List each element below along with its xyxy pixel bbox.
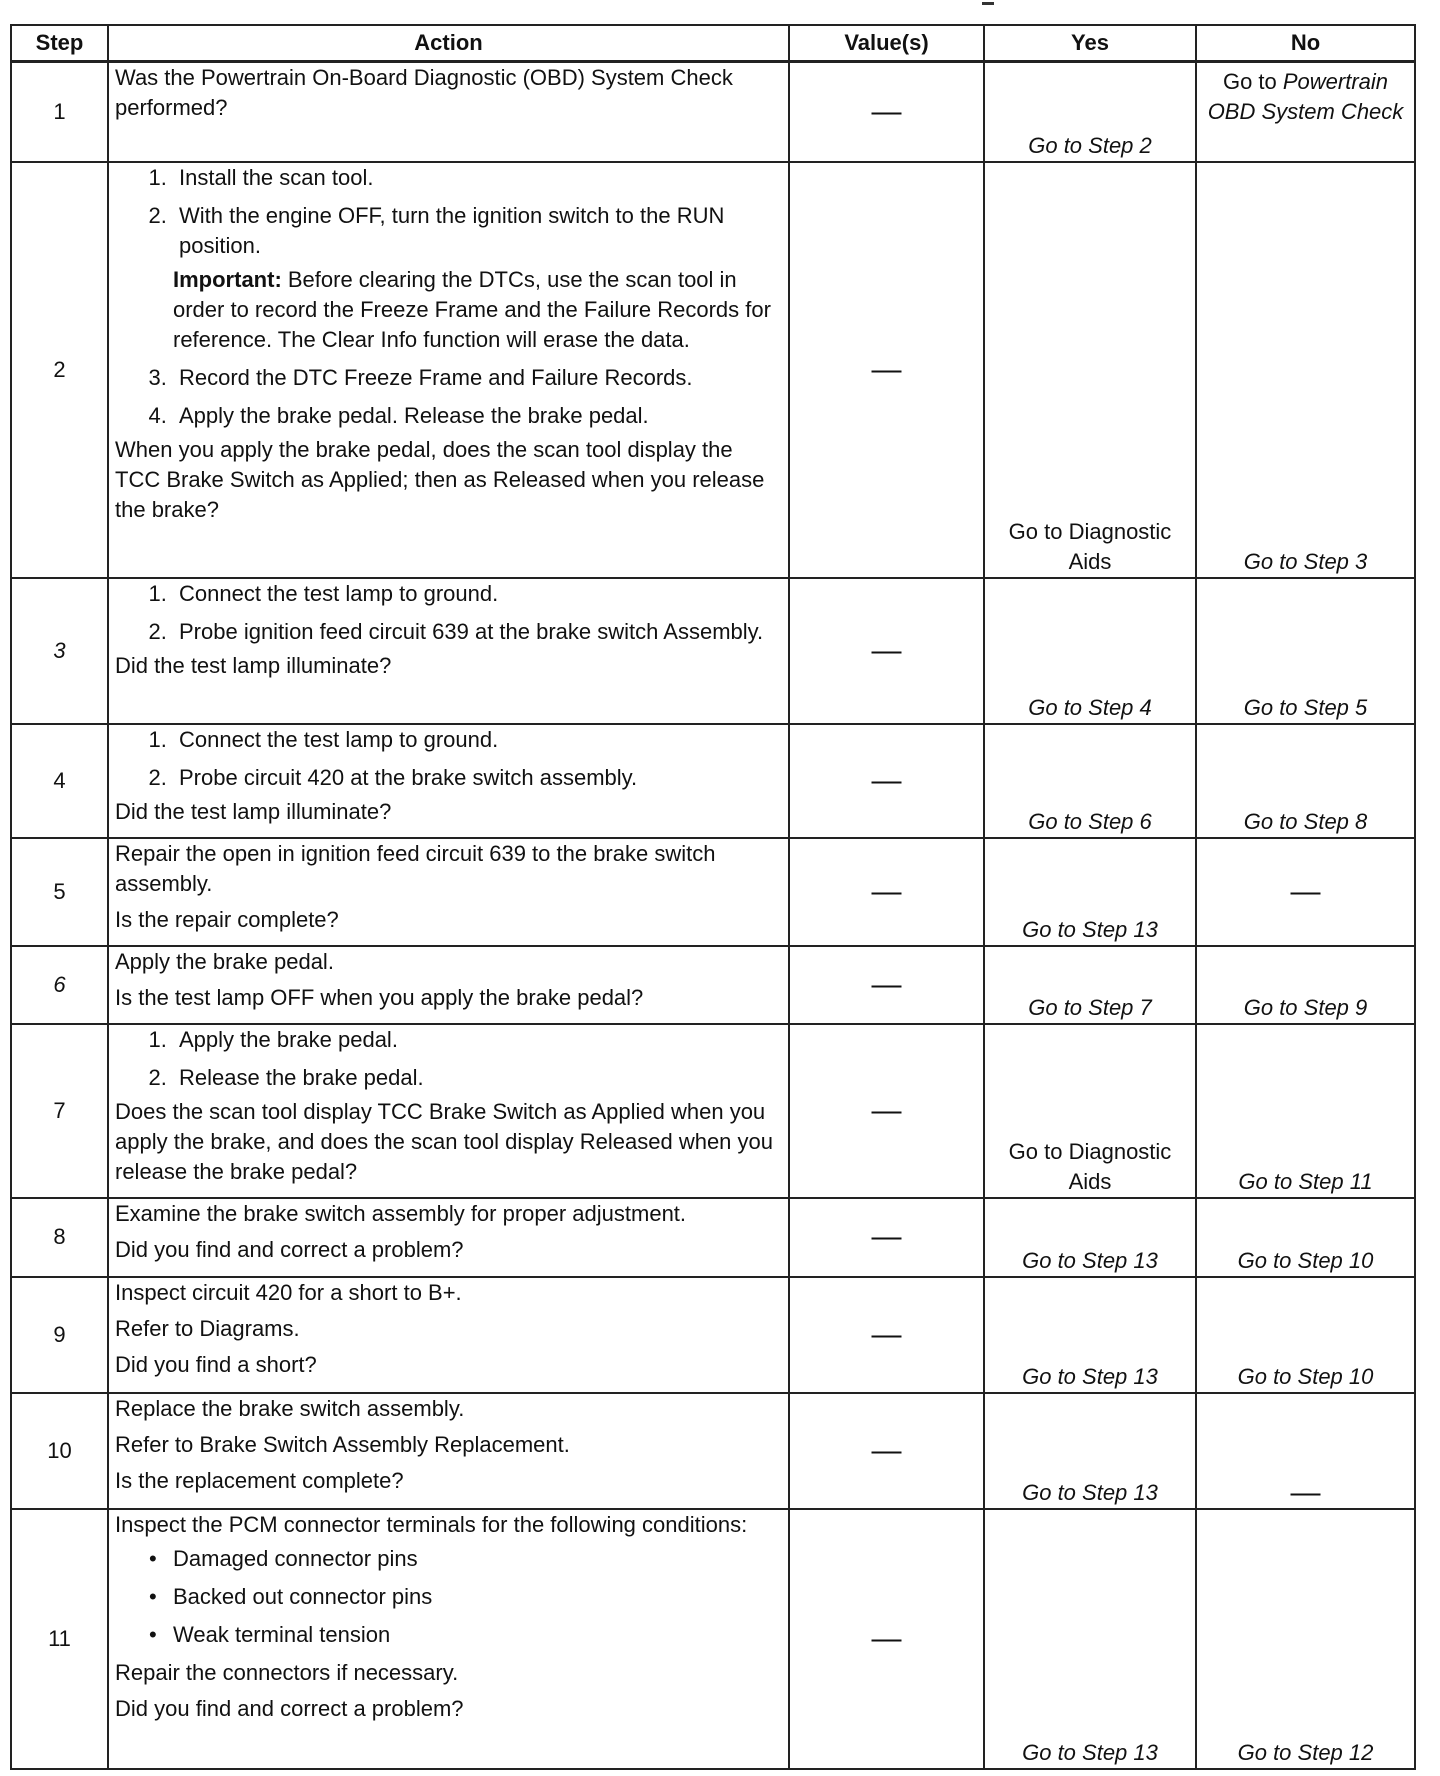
- yes-text: Go to Diagnostic Aids: [1008, 518, 1172, 574]
- table-row-step-5: [11, 838, 1415, 946]
- condition-list: [115, 1544, 782, 1650]
- question-text: Is the test lamp OFF when you apply the brake pedal?: [115, 985, 644, 1011]
- action-cell: [108, 1509, 789, 1769]
- step-number: 5: [11, 838, 108, 946]
- list-item: 2. Release the brake pedal.: [173, 1063, 782, 1093]
- no-text: Go to Step 9: [1243, 995, 1368, 1021]
- yes-text: Go to Step 7: [1028, 995, 1152, 1021]
- step-number: 11: [11, 1509, 108, 1769]
- no-text: Go to Step 5: [1243, 695, 1368, 721]
- no-link[interactable]: [1196, 1277, 1415, 1393]
- action-text: Replace the brake switch assembly.: [115, 1395, 465, 1421]
- yes-link[interactable]: [984, 724, 1196, 838]
- yes-text: Go to Step 2: [1028, 132, 1152, 158]
- step-number: 6: [11, 946, 108, 1024]
- value-cell: —: [789, 946, 984, 1024]
- action-text: Apply the brake pedal.: [115, 949, 334, 975]
- action-text: Examine the brake switch assembly for proper adjustment.: [115, 1201, 687, 1227]
- value-cell: —: [789, 724, 984, 838]
- value-cell: —: [789, 62, 984, 162]
- value-cell: —: [789, 1198, 984, 1276]
- step-number: 9: [11, 1277, 108, 1393]
- action-text: Inspect the PCM connector terminals for the following conditions:: [115, 1511, 748, 1537]
- question-text: Did the test lamp illuminate?: [115, 652, 392, 678]
- action-cell: [108, 838, 789, 946]
- value-cell: —: [789, 838, 984, 946]
- value-cell: —: [789, 162, 984, 578]
- header-no: No: [1196, 25, 1415, 62]
- no-link-text: Powertrain OBD System Check: [1207, 69, 1404, 124]
- no-link[interactable]: [1196, 1198, 1415, 1276]
- no-text: Go to Step 3: [1243, 548, 1368, 574]
- yes-link[interactable]: [984, 946, 1196, 1024]
- yes-text: Go to Diagnostic Aids: [1008, 1139, 1172, 1195]
- question-text: Is the replacement complete?: [115, 1467, 404, 1493]
- table-row-step-1: [11, 62, 1415, 162]
- action-cell: [108, 724, 789, 838]
- list-item: 3. Record the DTC Freeze Frame and Failure Records.: [173, 363, 782, 393]
- action-cell: [108, 1277, 789, 1393]
- list-item: 4. Apply the brake pedal. Release the brake pedal.: [173, 401, 782, 431]
- action-cell: [108, 946, 789, 1024]
- no-prefix: Go to: [1222, 69, 1283, 94]
- value-cell: —: [789, 578, 984, 724]
- step-number: 10: [11, 1393, 108, 1509]
- question-text: Did the test lamp illuminate?: [115, 799, 392, 825]
- action-cell: [108, 62, 789, 162]
- action-cell: [108, 162, 789, 578]
- action-cell: [108, 578, 789, 724]
- action-text: Was the Powertrain On-Board Diagnostic (OBD) System Check performed?: [115, 65, 733, 120]
- header-row: [11, 25, 1415, 62]
- no-text: Go to Step 11: [1238, 1169, 1373, 1195]
- question-text: Did you find a short?: [115, 1351, 317, 1377]
- table-row-step-4: [11, 724, 1415, 838]
- step-number: 7: [11, 1024, 108, 1198]
- list-item: 1. Connect the test lamp to ground.: [173, 725, 782, 755]
- step-number: 1: [11, 62, 108, 162]
- question-text: When you apply the brake pedal, does the scan tool display the TCC Brake Switch as Applied; then as Released when you release the brake?: [115, 436, 765, 522]
- yes-link[interactable]: [984, 1198, 1196, 1276]
- list-item: • Weak terminal tension: [173, 1620, 782, 1650]
- table-row-step-9: [11, 1277, 1415, 1393]
- no-link[interactable]: [1196, 946, 1415, 1024]
- header-action: Action: [108, 25, 789, 62]
- header-yes: Yes: [984, 25, 1196, 62]
- action-text: Refer to Diagrams.: [115, 1315, 300, 1341]
- header-values: Value(s): [789, 25, 984, 62]
- instruction-list: [115, 363, 782, 431]
- no-value: —: [1196, 838, 1415, 946]
- action-text: Repair the open in ignition feed circuit 639 to the brake switch assembly.: [115, 841, 716, 897]
- value-cell: —: [789, 1393, 984, 1509]
- table-row-step-8: [11, 1198, 1415, 1276]
- diagnostic-table: [10, 24, 1416, 1770]
- table-row-step-10: [11, 1393, 1415, 1509]
- no-link[interactable]: [1196, 162, 1415, 578]
- yes-link[interactable]: [984, 838, 1196, 946]
- yes-text: Go to Step 13: [1022, 1247, 1158, 1273]
- action-cell: [108, 1024, 789, 1198]
- important-note: [115, 265, 782, 355]
- no-value: —: [1196, 1393, 1415, 1509]
- yes-text: Go to Step 13: [1022, 1363, 1158, 1389]
- no-link[interactable]: [1196, 62, 1415, 162]
- no-link[interactable]: [1196, 1024, 1415, 1198]
- table-row-step-6: [11, 946, 1415, 1024]
- action-text: Inspect circuit 420 for a short to B+.: [115, 1279, 462, 1305]
- yes-link[interactable]: [984, 1509, 1196, 1769]
- important-text: Before clearing the DTCs, use the scan tool in order to record the Freeze Frame and the Failure Records for reference. The Clear Info function will erase the data.: [173, 266, 771, 352]
- step-number: 2: [11, 162, 108, 578]
- yes-link[interactable]: [984, 1277, 1196, 1393]
- no-text: Go to Step 12: [1237, 1740, 1374, 1765]
- yes-link[interactable]: [984, 578, 1196, 724]
- question-text: Does the scan tool display TCC Brake Switch as Applied when you apply the brake, and does the scan tool display Released when you release the brake pedal?: [115, 1099, 773, 1185]
- action-cell: [108, 1198, 789, 1276]
- question-text: Did you find and correct a problem?: [115, 1695, 464, 1721]
- yes-text: Go to Step 13: [1022, 1740, 1158, 1765]
- header-step: Step: [11, 25, 108, 62]
- step-number: 4: [11, 724, 108, 838]
- table-row-step-3: [11, 578, 1415, 724]
- page-mark: [982, 2, 994, 5]
- yes-link[interactable]: [984, 1393, 1196, 1509]
- table-row-step-11: [11, 1509, 1415, 1769]
- question-text: Is the repair complete?: [115, 907, 339, 933]
- list-item: 1. Connect the test lamp to ground.: [173, 579, 782, 609]
- no-text: Go to Step 8: [1243, 809, 1368, 835]
- list-item: 2. Probe circuit 420 at the brake switch assembly.: [173, 763, 782, 793]
- no-text: Go to Step 10: [1237, 1363, 1374, 1389]
- step-number: 8: [11, 1198, 108, 1276]
- instruction-list: [115, 725, 782, 793]
- list-item: 1. Install the scan tool.: [173, 163, 782, 193]
- yes-link[interactable]: [984, 162, 1196, 578]
- question-text: Did you find and correct a problem?: [115, 1237, 464, 1263]
- no-link[interactable]: [1196, 578, 1415, 724]
- yes-link[interactable]: [984, 62, 1196, 162]
- value-cell: —: [789, 1509, 984, 1769]
- value-cell: —: [789, 1024, 984, 1198]
- yes-link[interactable]: [984, 1024, 1196, 1198]
- yes-text: Go to Step 13: [1022, 917, 1158, 943]
- yes-text: Go to Step 6: [1028, 809, 1152, 835]
- no-text: Go to Step 10: [1237, 1247, 1374, 1273]
- instruction-list: [115, 163, 782, 261]
- action-text: Refer to Brake Switch Assembly Replacement.: [115, 1431, 570, 1457]
- no-link[interactable]: [1196, 724, 1415, 838]
- list-item: 2. Probe ignition feed circuit 639 at the brake switch Assembly.: [173, 617, 782, 647]
- instruction-list: [115, 1025, 782, 1093]
- list-item: 2. With the engine OFF, turn the ignition switch to the RUN position.: [173, 201, 782, 261]
- important-label: Important:: [173, 266, 282, 292]
- step-number: 3: [11, 578, 108, 724]
- list-item: 1. Apply the brake pedal.: [173, 1025, 782, 1055]
- list-item: • Backed out connector pins: [173, 1582, 782, 1612]
- list-item: • Damaged connector pins: [173, 1544, 782, 1574]
- action-text: Repair the connectors if necessary.: [115, 1659, 459, 1685]
- table-row-step-7: [11, 1024, 1415, 1198]
- yes-text: Go to Step 13: [1022, 1479, 1158, 1505]
- table-row-step-2: [11, 162, 1415, 578]
- yes-text: Go to Step 4: [1028, 695, 1152, 721]
- no-link[interactable]: [1196, 1509, 1415, 1769]
- action-cell: [108, 1393, 789, 1509]
- instruction-list: [115, 579, 782, 647]
- value-cell: —: [789, 1277, 984, 1393]
